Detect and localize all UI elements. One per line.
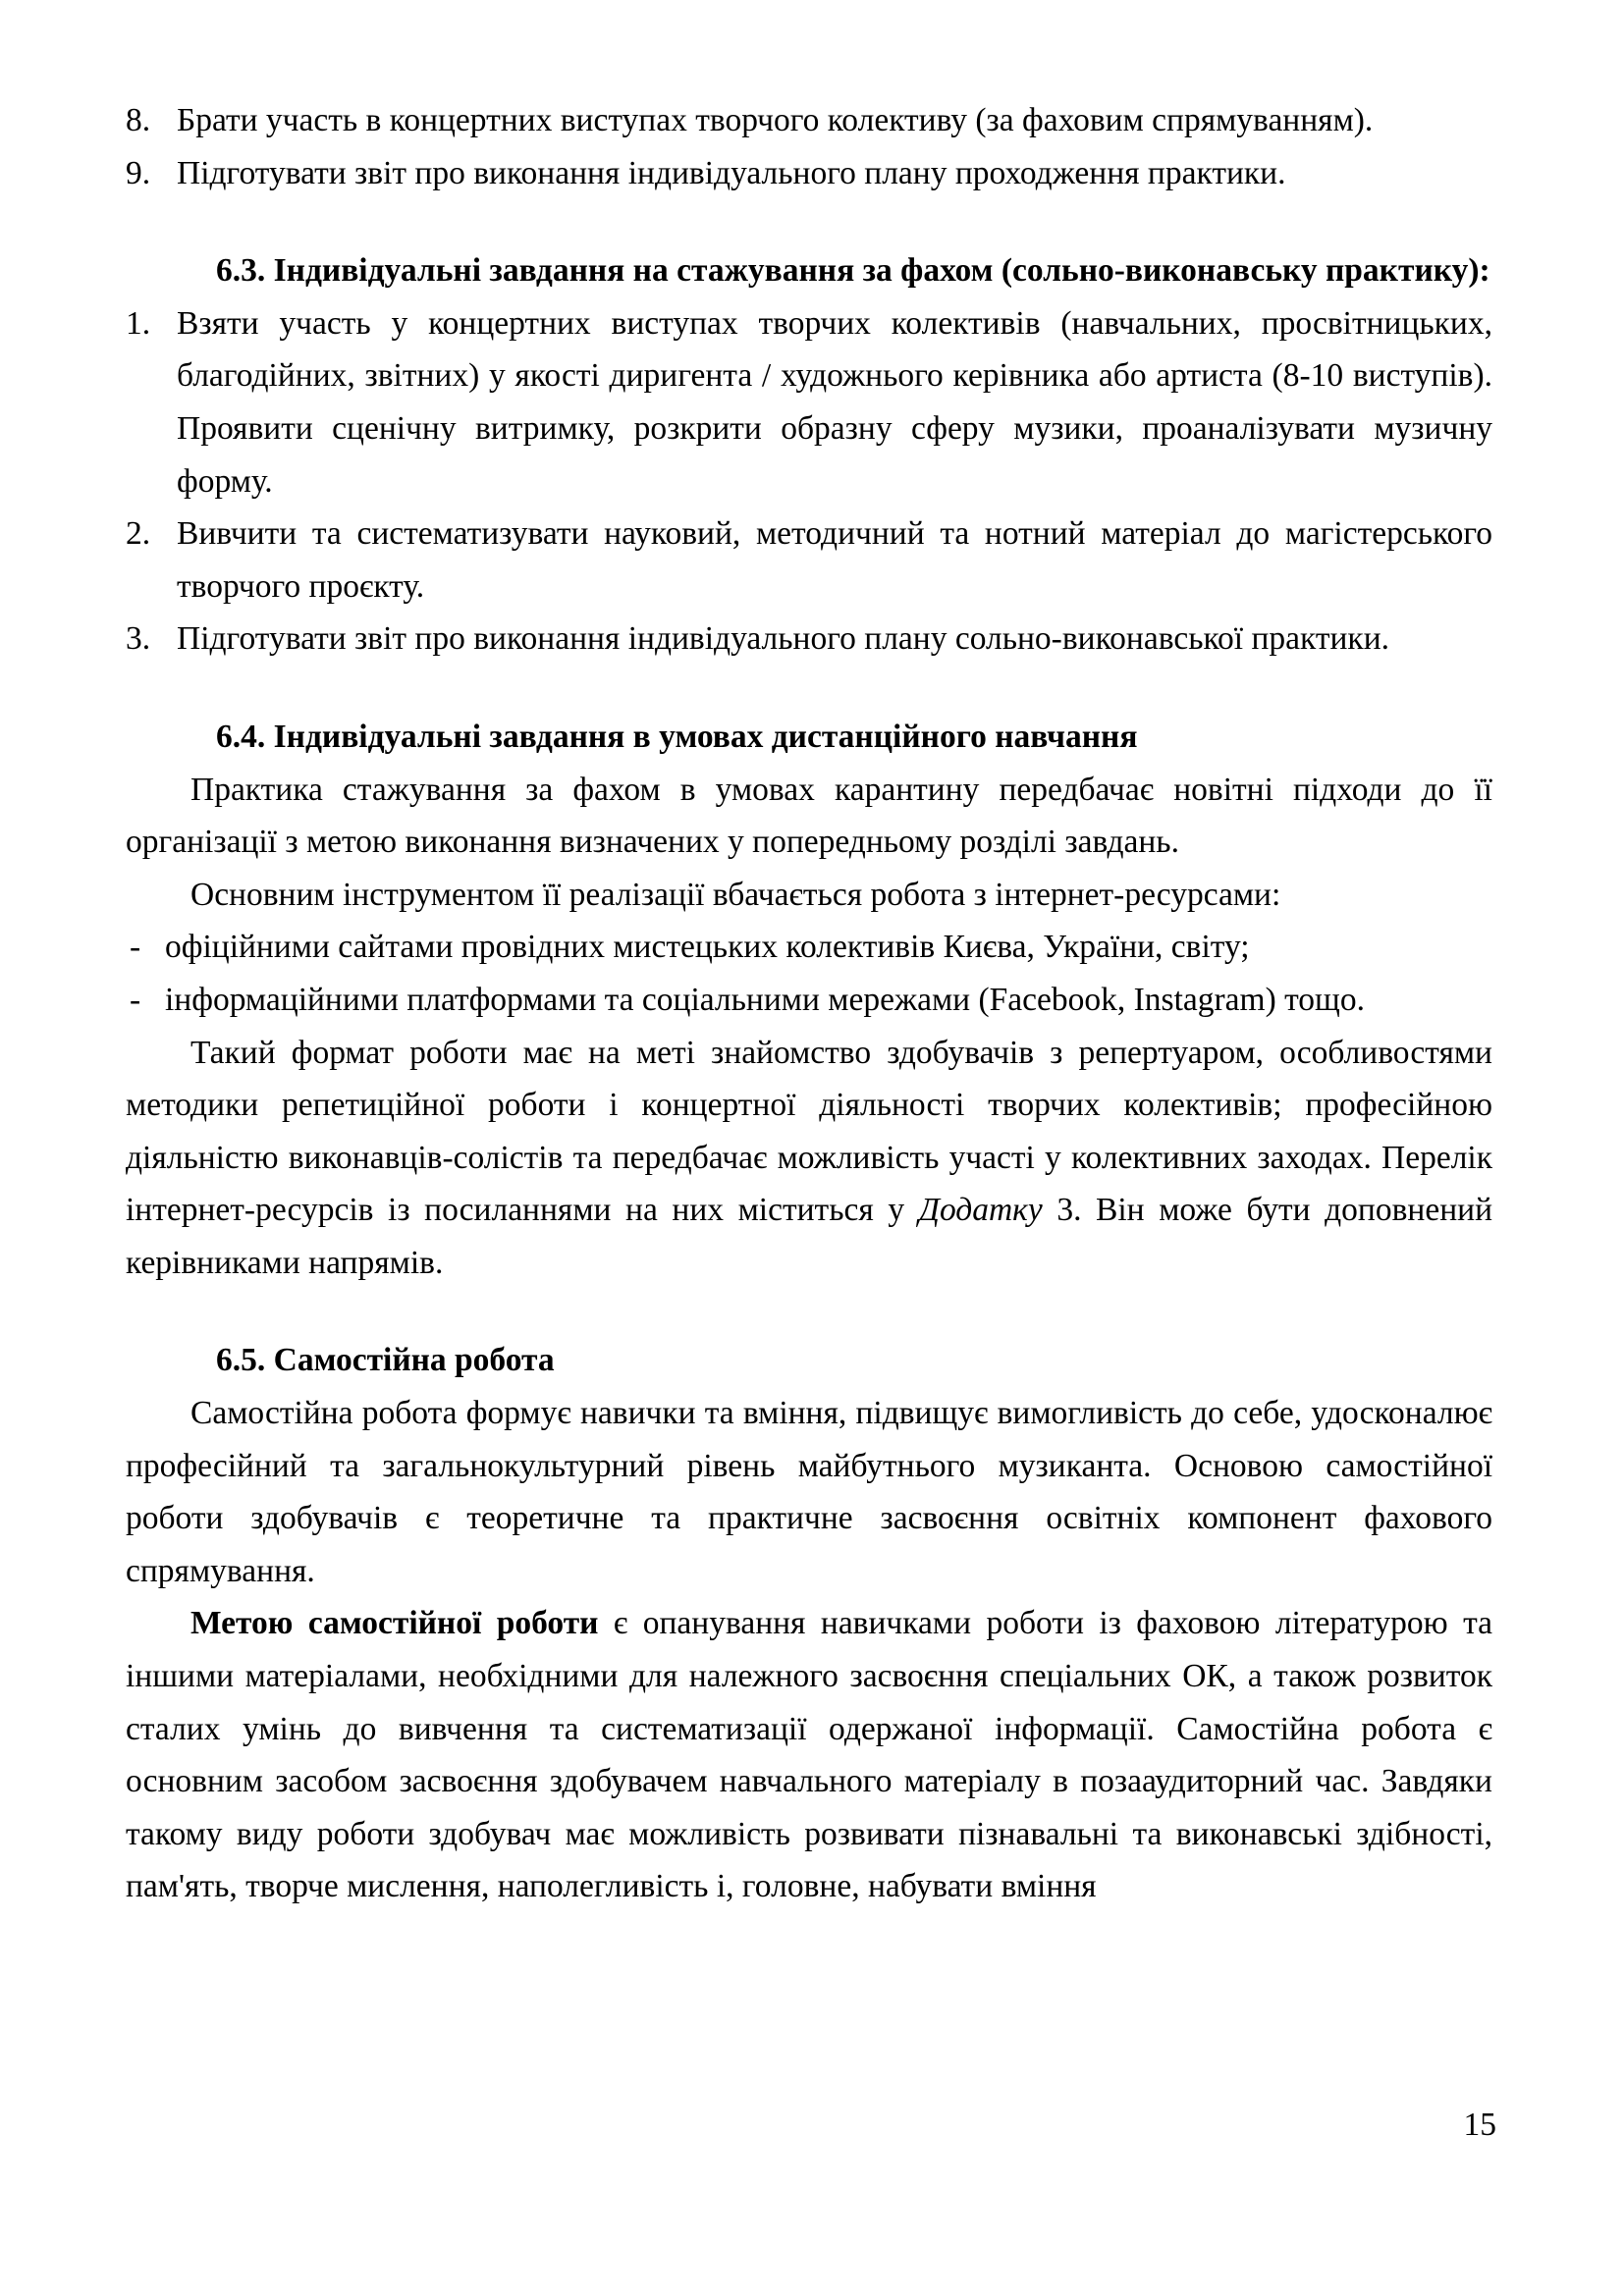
list-item [126, 297, 1492, 507]
list-marker: 1. [126, 304, 151, 342]
list-marker: 3. [126, 620, 151, 658]
list-item-text: Підготувати звіт про виконання індивідуального плану проходження практики. [177, 154, 1286, 191]
list-item-text: Підготувати звіт про виконання індивідуального плану сольно-виконавської практики. [177, 620, 1390, 658]
section-6-3-list [126, 297, 1492, 666]
paragraph-lead-in-bold: Метою самостійної роботи [190, 1605, 599, 1642]
list-item-text: Вивчити та систематизувати науковий, методичний та нотний матеріал до магістерського творчого проєкту. [177, 515, 1492, 605]
list-item [126, 94, 1492, 147]
list-marker: 2. [126, 515, 151, 553]
dash-marker: - [130, 981, 141, 1018]
section-6-4-paragraph-3 [126, 1027, 1492, 1290]
section-6-4-bullet-list [126, 921, 1492, 1026]
section-heading-6-5: 6.5. Самостійна робота [216, 1342, 555, 1379]
list-item-text: інформаційними платформами та соціальними мережами (Facebook, Instagram) тощо. [165, 981, 1365, 1018]
spacer [126, 666, 1492, 711]
page-number: 15 [1463, 2107, 1496, 2143]
list-item-text: Взяти участь у концертних виступах творчих колективів (навчальних, просвітницьких, благодійних, звітних) у якості диригента / художнього керівника або артиста (8-10 виступів). Проявити сценічну витримку, розкрити образну сферу музики, проаналізувати музичну форму. [177, 304, 1492, 500]
section-6-4-paragraph-2: Основним інструментом її реалізації вбачається робота з інтернет-ресурсами: [190, 876, 1281, 913]
spacer [126, 199, 1492, 244]
list-marker: 8. [126, 102, 151, 138]
list-item [126, 974, 1492, 1027]
list-item [126, 921, 1492, 974]
list-item-text: офіційними сайтами провідних мистецьких колективів Києва, України, світу; [165, 929, 1250, 966]
paragraph-text-part-1: Такий формат роботи має на меті знайомство здобувачів з репертуаром, особливостями методики репетиційної роботи і концертної діяльності творчих колективів; професійною діяльністю виконавців-солістів та передбачає можливість участі у колективних заходах. Перелік інтернет-ресурсів із посиланнями на них міститься у [126, 1034, 1492, 1229]
list-marker: 9. [126, 154, 151, 191]
paragraph-text-part-2: 3. Він може бути доповнений керівниками напрямів. [126, 1192, 1492, 1281]
section-6-5-paragraph-1: Самостійна робота формує навички та вміння, підвищує вимогливість до себе, удосконалює професійний та загальнокультурний рівень майбутнього музиканта. Основою самостійної роботи здобувачів є теоретичне та практичне засвоєння освітніх компонент фахового спрямування. [126, 1395, 1492, 1589]
continued-numbered-list [126, 94, 1492, 199]
section-heading-6-3: 6.3. Індивідуальні завдання на стажування за фахом (сольно-виконавську практику): [216, 252, 1490, 290]
page-content [126, 94, 1492, 1913]
list-item [126, 147, 1492, 200]
list-item-text: Брати участь в концертних виступах творчого колективу (за фаховим спрямуванням). [177, 102, 1374, 138]
section-heading-6-4: 6.4. Індивідуальні завдання в умовах дистанційного навчання [216, 718, 1138, 755]
list-item [126, 507, 1492, 613]
section-6-5-paragraph-2 [126, 1597, 1492, 1913]
dash-marker: - [130, 929, 141, 966]
list-item [126, 613, 1492, 666]
paragraph-text: є опанування навичками роботи із фаховою літературою та іншими матеріалами, необхідними для належного засвоєння спеціальних ОК, а також розвиток сталих умінь до вивчення та систематизації одержаної інформації. Самостійна робота є основним засобом засвоєння здобувачем навчального матеріалу в позааудиторний час. Завдяки такому виду роботи здобувач має можливість розвивати пізнавальні та виконавські здібності, пам'ять, творче мислення, наполегливість і, головне, набувати вміння [126, 1605, 1492, 1905]
appendix-reference: Додатку [918, 1192, 1043, 1229]
spacer [126, 1289, 1492, 1334]
section-6-4-paragraph-1: Практика стажування за фахом в умовах карантину передбачає новітні підходи до її організації з метою виконання визначених у попередньому розділі завдань. [126, 771, 1492, 861]
